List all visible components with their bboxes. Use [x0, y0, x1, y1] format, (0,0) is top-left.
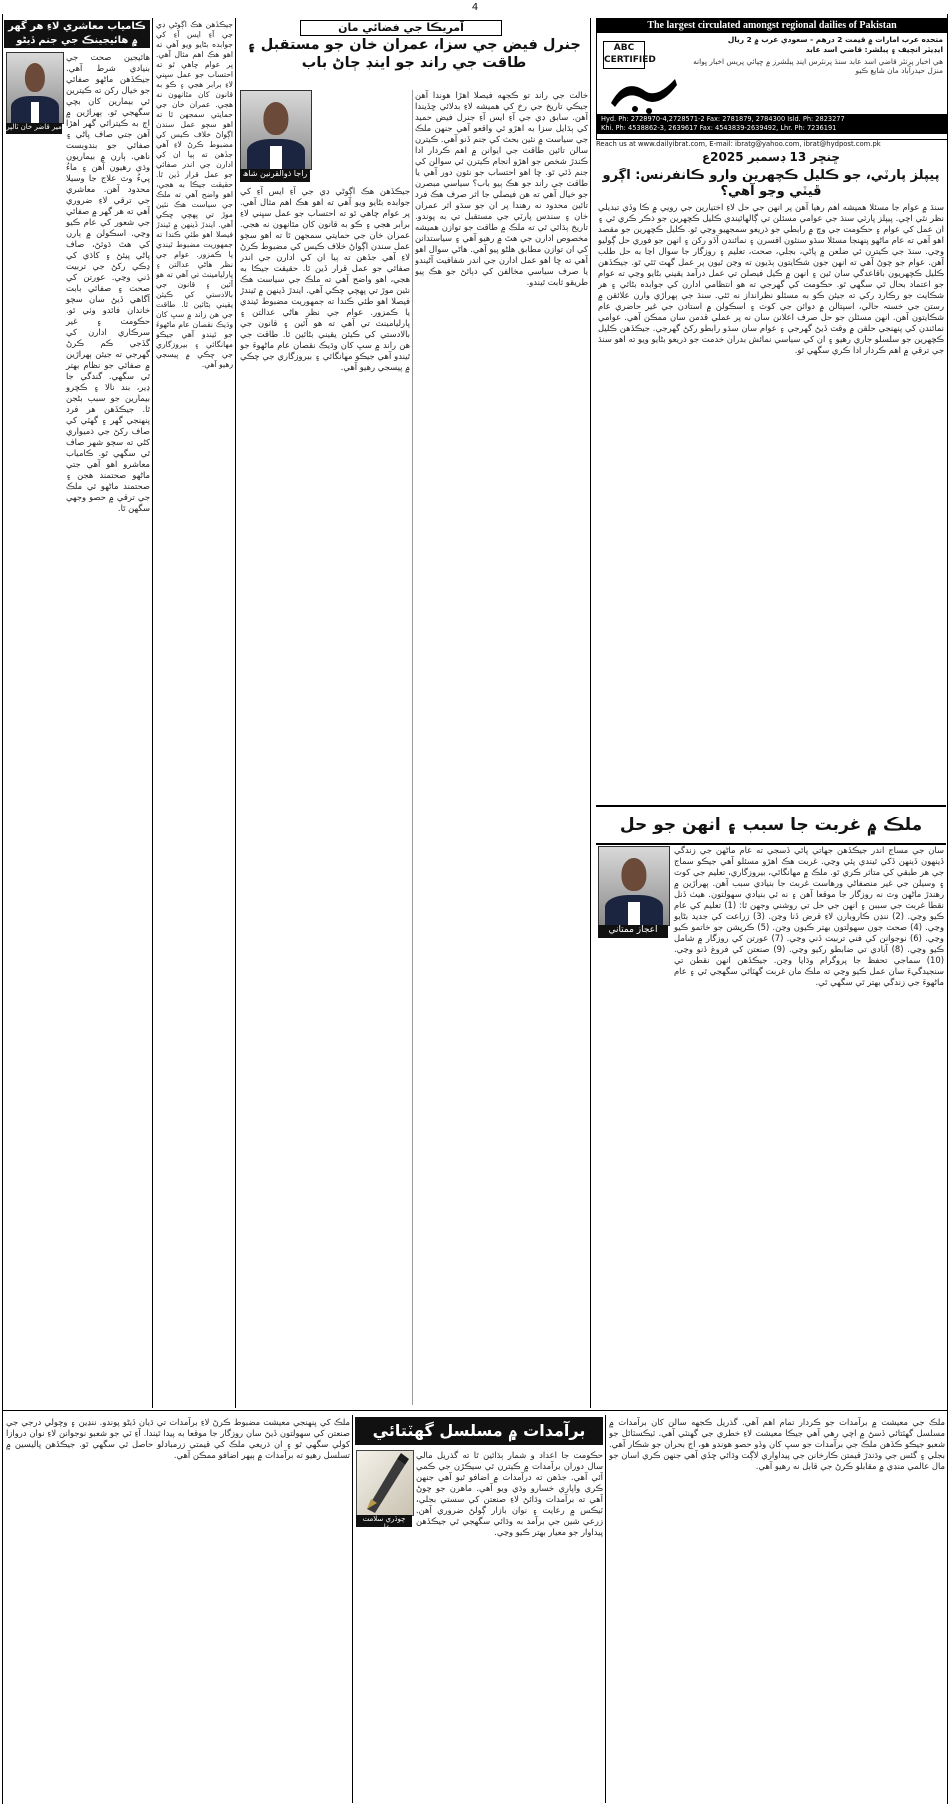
masthead-prices: متحده عرب امارات ۾ قيمت 2 درهم - سعودي عرب ۾ 2 ريال: [727, 35, 943, 44]
general-body-left: [240, 186, 410, 1405]
general-headline: جنرل فيض جي سزا، عمران خان جو مستقبل ۽ طاقت جي راند جو اينڊ ڄاڻ باب: [247, 37, 581, 72]
column-rule: [235, 18, 236, 1408]
general-text-a: خالت جي راند تو ڪجهه فيصلا اهڙا هوندا آهن جيڪي تاريخ جي رخ کي هميشه لاءِ بدلائي ڇڏيندا آهن. سابق ڊي جي آءِ ايس آءِ جنرل فيض حميد کي ٻڌايل سزا به اهڙو ئي واقعو آهي جنهن ملڪ جي سياست ۾ نئين بحث کي جنم ڏنو آهي. ڪيترن سالن تائين طاقت جي ايوانن ۾ اهم ڪردار ادا ڪندڙ شخص جو اهڙو انجام ڪيترن ئي سوالن کي جنم ڏئي ٿو. ڇا اهو احتساب جو نئون دور آهي يا طاقت جي راند جو هڪ ٻيو باب؟ سياسي مبصرن جو خيال آهي ته هن فيصلي جا اثر صرف هڪ فرد تائين محدود نه رهندا پر ان جو سڌو اثر عمران خان ۽ سندس پارٽي جي مستقبل تي به پوندو. تاريخ ٻڌائي ٿي ته ملڪ ۾ طاقت جو توازن هميشه مخصوص ادارن جي هٿ ۾ رهيو آهي ۽ سياستدانن کي ان توازن مطابق هلڻو پيو آهي. هاڻي سوال اهو آهي ته ڇا اهو عمل ادارن جي اندر شفافيت آڻيندو يا صرف سياسي مخالفن کي دٻائڻ جو هڪ ٻيو طريقو ثابت ٿيندو.: [415, 90, 588, 287]
gharbat-body: [598, 845, 944, 1405]
narrow-body: [156, 20, 233, 1405]
left-column-headline: ڪامياب معاشري لاءِ هر گهر ۾ هائيجينڪ جي جنم ڏيڻو: [4, 20, 150, 48]
general-kicker: آمريڪا جي فضائي مان: [300, 20, 502, 36]
column-rule: [605, 1415, 606, 1803]
bottom-text-b: حڪومت جا اعداد و شمار ٻڌائين ٿا ته گذريل مالي سال دوران برآمدات ۾ ڪيترن ئي سيڪڙن جي ڪمي آئي آهي. جڏهن ته درآمدات ۾ اضافو ٿيو آهي جنهن ڪري واپاري خسارو وڌي ويو آهي. ماهرن جو چوڻ آهي ته برآمدات وڌائڻ لاءِ صنعتن کي سستي بجلي، ٽيڪس ۾ رعايت ۽ نوان بازار ڳولڻ ضروري آهن. زرعي شين جي برآمد به وڌائي سگهجي ٿي جيڪڏهن پيداوار جو معيار بهتر ڪيو وڃي.: [416, 1450, 603, 1537]
issue-date: ڇنڇر 13 ڊسمبر 2025ع: [701, 150, 841, 164]
editorial-headline: پيپلز پارٽي، جو ڪليل ڪچهرين وارو ڪانفرنس: اڳرو ڦيٽي وڃو آهي؟: [602, 168, 940, 200]
masthead-web-line: Reach us at www.dailyibrat.com, E-mail: ibratg@yahoo.com, ibrat@hydpost.com.pk: [596, 140, 881, 148]
editorial-body: [598, 202, 944, 802]
masthead: [596, 18, 948, 140]
bottom-text-a: ملڪ جي معيشت ۾ برآمدات جو ڪردار تمام اهم آهي. گذريل ڪجهه سالن کان برآمدات ۾ مسلسل گهٽتائي ڏسڻ ۾ اچي رهي آهي جيڪا معيشت لاءِ خطري جي گهنٽي آهي. ٽيڪسٽائل جو شعبو جيڪو ڪڏهن ملڪ جي برآمدات جو سڀ کان وڏو حصو هوندو هو، اڄ بحران جو شڪار آهي. بجلي ۽ گئس جي وڌندڙ قيمتن ڪارخانن جي پيداواري لاڳت وڌائي ڇڏي آهي جنهن ڪري اسان جو مال عالمي منڊي ۾ مقابلو ڪرڻ جي قابل نه رهيو آهي.: [609, 1417, 945, 1471]
contact-line: Hyd. Ph: 2728970-4,2728571-2 Fax: 2781879, 2784300 Isld. Ph: 2823277: [601, 115, 845, 123]
photo-shirt: [270, 146, 281, 169]
masthead-tagline: The largest circulated amongst regional dailies of Pakistan: [597, 19, 947, 33]
masthead-editor: ايڊيٽر انچيف ۽ پبلشر: قاضي اسد عابد: [805, 45, 943, 54]
abc-certified-badge: ABC CERTIFIED: [603, 41, 645, 69]
photo-face: [263, 102, 288, 135]
bottom-body-middle: [416, 1450, 603, 1802]
general-body-right: [415, 90, 588, 1405]
general-text-b: جيڪڏهن هڪ اڳوڻي ڊي جي آءِ ايس آءِ کي جوابده بڻايو ويو آهي ته اهو هڪ اهم مثال آهي. پر عوام چاهي ٿو ته احتساب جو عمل سڀني لاءِ برابر هجي ۽ ڪو به قانون کان مٿانهون نه هجي. عمران خان جي حمايتي سمجهن ٿا ته اهو سڄو عمل سندن اڳواڻ خلاف ڪيس کي مضبوط ڪرڻ لاءِ آهي جڏهن ته ٻيا ان کي ادارن جي اندر صفائي جو عمل قرار ڏين ٿا. حقيقت جيڪا به هجي، اهو واضح آهي ته ملڪ جي سياست هڪ نئين موڙ تي پهچي چڪي آهي. ايندڙ ڏينهن ۾ ٿيندڙ فيصلا اهو طئي ڪندا ته جمهوريت مضبوط ٿيندي يا ڪمزور. عوام جي نظر هاڻي عدالتن ۽ پارليامينٽ تي آهي ته هو آئين ۽ قانون جي بالادستي کي ڪيئن يقيني بڻائين ٿا. طاقت جي هن راند ۾ سڀ کان وڌيڪ نقصان عام ماڻهوءَ جو ٿيندو آهي جيڪو مهانگائي ۽ بيروزگاري جي چڪي ۾ پيسجي رهيو آهي.: [240, 186, 410, 372]
pen-icon: [357, 1451, 413, 1515]
general-author-photo: [240, 90, 312, 170]
bottom-body-left: [6, 1417, 350, 1802]
inner-column-rule: [412, 90, 413, 1405]
gharbat-text: سان جي مساج اندر جيڪڏهن جهاتي پائي ڏسجي ته عام ماڻهن جي زندگي ڏينهون ڏينهن ڏکي ٿيندي پئي وڃي. غربت هڪ اهڙو مسئلو آهي جيڪو سماج جي هر طبقي کي متاثر ڪري ٿو. ملڪ ۾ مهانگائي، بيروزگاري، تعليم جي کوٽ ۽ وسيلن جي غير منصفاڻي ورهاست غربت جا بنيادي سبب آهن. ٻهراڙين ۾ رهندڙ ماڻهن وٽ نه روزگار جا موقعا آهن ۽ نه ئي بنيادي سهولتون. هيٺ ڏنل نقطا غربت جي سببن ۽ انهن جي حل تي روشني وجهن ٿا: (1) تعليم کي عام ڪيو وڃي. (2) ننڍن ڪاروبارن لاءِ قرض ڏنا وڃن. (3) زراعت کي جديد بڻايو وڃي. (4) صحت جون سهولتون بهتر ڪيون وڃن. (5) ڪرپشن جو خاتمو ڪيو وڃي. (6) نوجوانن کي فني تربيت ڏني وڃي. (7) عورتن کي روزگار ۾ شامل ڪيو وڃي. (8) آبادي تي ضابطو رکيو وڃي. (9) صنعتن کي فروغ ڏنو وڃي. (10) سماجي تحفظ جا پروگرام وڌايا وڃن. جيڪڏهن انهن نقطن تي سنجيدگيءَ سان عمل ڪيو وڃي ته ملڪ مان غربت گهٽائي سگهجي ٿي ۽ عام ماڻهوءَ جي زندگي بهتر ٿي سگهي ٿي.: [674, 845, 944, 987]
logo-graphic: [605, 69, 683, 117]
pen-illustration: [356, 1450, 414, 1516]
contact-info: [597, 114, 947, 134]
gharbat-headline: ملڪ ۾ غربت جا سبب ۽ انهن جو حل: [596, 805, 946, 845]
column-rule: [590, 18, 591, 1408]
column-rule: [152, 18, 153, 1408]
left-author-caption: مير قاضر خان ٽالپر: [6, 123, 62, 134]
bottom-text-c: ملڪ کي پنهنجي معيشت مضبوط ڪرڻ لاءِ برآمدات تي ڌيان ڏيڻو پوندو. ننڍين ۽ وچولي درجي جي صنعتن کي سهولتون ڏيڻ سان روزگار جا موقعا به پيدا ٿيندا. آءِ ٽي جو شعبو نوجوانن لاءِ نوان دروازا کولي سگهي ٿو ۽ ان ذريعي ملڪ کي قيمتي زرمبادلو حاصل ٿي سگهي ٿو. جيڪڏهن پاليسين ۾ تسلسل رهيو ته برآمدات ۾ ٻيهر اضافو ممڪن آهي.: [6, 1417, 350, 1460]
newspaper-logo: [605, 69, 683, 117]
editorial-text: سنڌ ۾ عوام جا مسئلا هميشه اهم رهيا آهن پر انهن جي حل لاءِ اختيارين جي رويي ۾ ڪا وڏي تبديلي نظر نٿي اچي. پيپلز پارٽي سنڌ جي عوامي مسئلن تي ڳالهائيندي ڪليل ڪچهرين جو ذڪر ڪري ٿي ۽ ان عمل کي عوام ۽ حڪومت جي وچ ۾ رابطي جو ذريعو سمجهيو وڃي ٿو. ڪليل ڪچهرين جو مقصد اهو آهي ته عام ماڻهو پنهنجا مسئلا سڌو سنئون افسرن ۽ نمائندن آڏو رکن ۽ انهن جو فوري حل ڳوليو وڃي. سنڌ جي ڪيترن ئي ضلعن ۾ پاڻي، بجلي، صحت، تعليم ۽ روزگار جا سوال اڃا به حل طلب آهن. عوام جو چوڻ آهي ته انهن جون شڪايتون ٻڌيون ته وڃن ٿيون پر عمل گهٽ ٿئي ٿو. جيڪڏهن ڪليل ڪچهريون باقاعدگي سان ٿين ۽ انهن ۾ ڪيل فيصلن تي عمل درآمد يقيني بڻايو وڃي ته عوام جو اعتماد بحال ٿي سگهي ٿو. حڪومت کي گهرجي ته هو انتظامي ادارن کي جوابده بڻائي ۽ هر شڪايت جو رڪارڊ رکي ته جيئن ڪو به مسئلو نظرانداز نه ٿئي. سنڌ جي ٻهراڙي وارن علائقن ۾ رستن جي خستہ حالي، اسپتالن ۾ دوائن جي کوٽ ۽ اسڪولن ۾ استادن جي غير حاضري عام شڪايتون آهن. انهن مسئلن جو حل صرف اعلانن سان نه پر عملي قدمن سان ممڪن آهي. عوامي نمائندن کي پنهنجي حلقن ۾ وقت ڏيڻ گهرجي ۽ عوام سان سڌو رابطو رکڻ گهرجي. جيڪڏهن ڪليل ڪچهرين جو سلسلو جاري رهيو ۽ ان کي سياسي نمائش بدران خدمت جو ذريعو بڻايو ويو ته اهو سنڌ جي ترقي ۾ اهم ڪردار ادا ڪري سگهي ٿو.: [598, 202, 944, 355]
left-column-text: هائيجين صحت جي بنيادي شرط آهي. جيڪڏهن ماڻهو صفائي جو خيال رکن ته ڪيترين ئي بيمارين کان بچي سگهجي ٿو. ٻهراڙين ۾ اڄ به ڪيترائي گهر اهڙا آهن جتي صاف پاڻي ۽ صفائي جو بندوبست ناهي. ٻارن ۾ بيماريون وڌي رهيون آهن ۽ ماءُ پيءُ وٽ علاج جا وسيلا محدود آهن. معاشري جي ترقي لاءِ ضروري آهي ته هر گهر ۾ صفائي جي شعور کي عام ڪيو وڃي. اسڪولن ۾ ٻارن کي هٿ ڌوئڻ، صاف پاڻي پيئڻ ۽ کاڌي کي ڍڪي رکڻ جي تربيت ڏني وڃي. عورتن کي صحت ۽ صفائي بابت آگاهي ڏيڻ سان سڄو خاندان فائدو وٺي ٿو. حڪومت ۽ غير سرڪاري ادارن کي گڏجي ڪم ڪرڻ گهرجي ته جيئن ٻهراڙين ۾ صفائي جو نظام بهتر ٿي سگهي. گندگي جا ڍير، بند نالا ۽ ڪچرو بيمارين جو سبب بڻجن ٿا. جيڪڏهن هر فرد پنهنجي گهر ۽ گهٽي کي صاف رکڻ جي ذميواري کڻي ته سڄو شهر صاف ٿي سگهي ٿو. ڪامياب معاشرو اهو آهي جتي ماڻهو صحتمند هجن ۽ صحتمند ماڻهو ئي ملڪ جي ترقي ۾ حصو وجهي سگهن ٿا.: [66, 52, 150, 513]
contact-line: Khi. Ph: 4538862-3, 2639617 Fax: 4543839-2639492, Lhr. Ph: 7236191: [601, 124, 837, 132]
gharbat-author-caption: اعجاز ممتاني: [598, 925, 668, 938]
masthead-publisher-note: هي اخبار پرنٽر قاضي اسد عابد سنڌ پرنٽرس اينڊ پبلشرز ۾ ڇپائي پريس اخبار ڀوانه منزل حيدرآباد مان شايع ڪيو: [693, 57, 943, 75]
section-rule: [2, 1410, 948, 1411]
bottom-body-right: [609, 1417, 945, 1802]
narrow-text: جيڪڏهن هڪ اڳوڻي ڊي جي آءِ ايس آءِ کي جوابده بڻايو ويو آهي ته اهو هڪ اهم مثال آهي. پر عوام چاهي ٿو ته احتساب جو عمل سڀني لاءِ برابر هجي ۽ ڪو به قانون کان مٿانهون نه هجي. عمران خان جي حمايتي سمجهن ٿا ته اهو سڄو عمل سندن اڳواڻ خلاف ڪيس کي مضبوط ڪرڻ لاءِ آهي جڏهن ته ٻيا ان کي ادارن جي اندر صفائي جو عمل قرار ڏين ٿا. حقيقت جيڪا به هجي، اهو واضح آهي ته ملڪ جي سياست هڪ نئين موڙ تي پهچي چڪي آهي. ايندڙ ڏينهن ۾ ٿيندڙ فيصلا اهو طئي ڪندا ته جمهوريت مضبوط ٿيندي يا ڪمزور. عوام جي نظر هاڻي عدالتن ۽ پارليامينٽ تي آهي ته هو آئين ۽ قانون جي بالادستي کي ڪيئن يقيني بڻائين ٿا. طاقت جي هن راند ۾ سڀ کان وڌيڪ نقصان عام ماڻهوءَ جو ٿيندو آهي جيڪو مهانگائي ۽ بيروزگاري جي چڪي ۾ پيسجي رهيو آهي.: [156, 20, 233, 369]
column-rule: [352, 1415, 353, 1803]
bottom-author-caption: چوڌري سلامت علي: [356, 1515, 412, 1527]
general-author-caption: راجا ذوالقرنين شاھ: [240, 169, 310, 182]
bottom-headline: برآمدات ۾ مسلسل گهٽتائي: [355, 1417, 603, 1445]
page-number: 4: [471, 2, 479, 13]
outer-rule-right: [947, 14, 948, 1804]
left-column-body: [6, 52, 150, 1405]
outer-rule-left: [2, 14, 3, 1804]
